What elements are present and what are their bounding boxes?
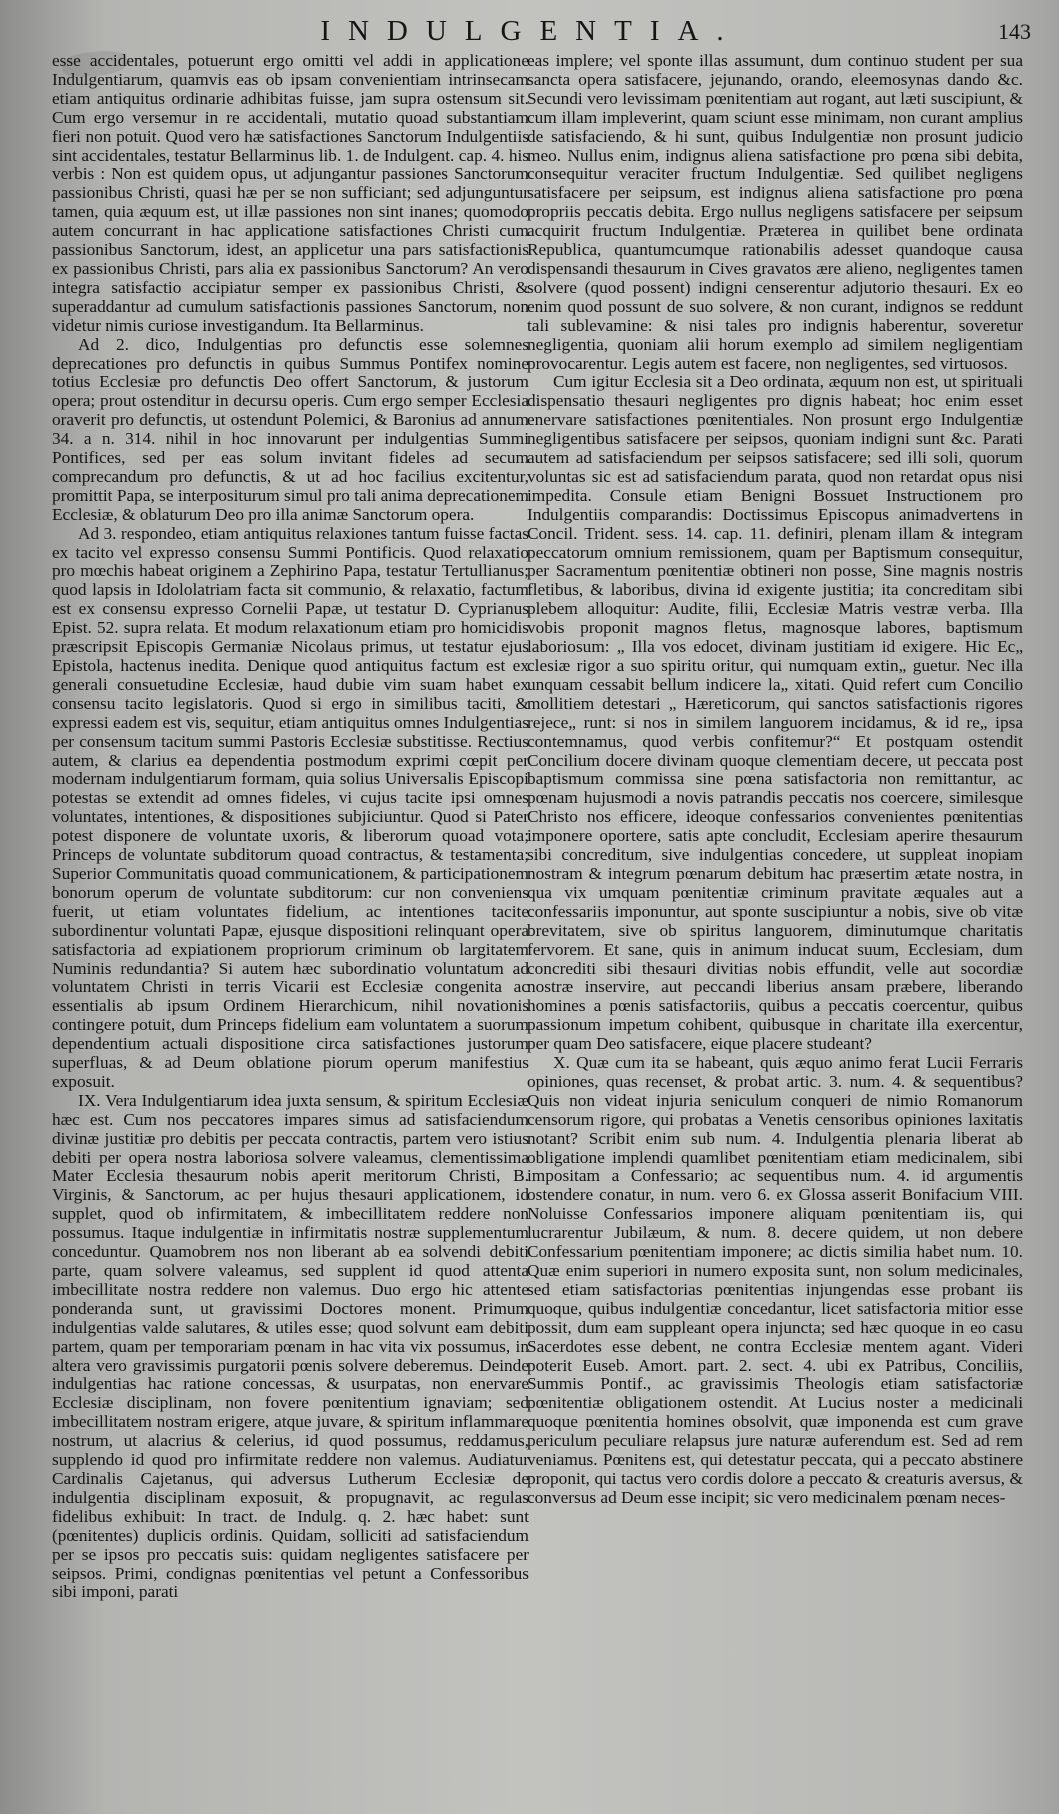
right-paragraph-2: Cum igitur Ecclesia sit a Deo ordinata, æquum non est, ut spirituali dispensatio thesauri negligentes pro dignis habeat; hoc enim esset enervare satisfactiones pœnitentiales. Non prosunt ergo Indulgentiæ negligentibus satisfacere per seipsos, quoniam indigni sunt &c. Parati autem ad satisfaciendum per seipsos satisfacere; sed illi soli, quorum voluntas sic est ad satisfaciendum parata, quod non retardat opus nisi impedita. Consule etiam Benigni Bossuet Instructionem pro Indulgentiis comparandis: Doctissimus Episcopus animadvertens in Concil. Trident. sess. 14. cap. 11. definiri, plenam illam & integram peccatorum omnium remissionem, quam per Baptismum consequitur, per Sacramentum pœnitentiæ obtineri non posse, Sine magnis nostris fletibus, & laboribus, divina id exigente justitia; ita concreditam sibi plebem alloquitur: Audite, filii, Ecclesiæ Matris vestræ verba. Illa vobis proponit magnos fletus, magnosque labores, baptismum laboriosum: „ Illa vos edocet, divinam justitiam id exigere. Hic Ec„ clesiæ rigor a suo spiritu oritur, qui numquam extin„ guetur. Nec illa unquam cessabit bellum indicere la„ xitati. Quid refert cum Concilio mollitiem detestari „ Hæreticorum, qui sanctos satisfactionis rigores rejece„ runt: si nos in similem languorem incidamus, & id re„ ipsa contemnamus, quod verbis confitemur?“ Et postquam ostendit Concilium docere divinam quoque clementiam decere, ut peccata post baptismum commissa sine pœna satisfactoria non remittantur, ac pœnam hujusmodi a novis patrandis peccatis nos coercere, similesque Christo nos efficere, ideoque confessarios convenientes pœnitentias imponere oportere, satis apte concludit, Ecclesiam aperire thesaurum sibi concreditum, sive indulgentias concedere, ut suppleat inopiam nostram & integrum pœnarum debitum hac præsertim ætate nostra, in qua vix umquam pœnitentiæ criminum pravitate æquales aut a confessariis imponuntur, aut sponte suscipiuntur a nobis, sive ob vitæ brevitatem, sive ob spiritus languorem, diminutumque charitatis fervorem. Et sane, quis in animum inducat suum, Ecclesiam, dum concrediti sibi thesauri divitias nobis effundit, velle aut socordiæ nostræ inservire, aut peccandi liberius ansam præbere, liberando homines a pœnis satisfactoriis, quibus a peccatis coercentur, quibus passionum impetum cohibent, quibusque in charitate illa exercentur, per quam Deo satisfacere, eique placere studeant? bbox=[527, 372, 1023, 1054]
right-text-column bbox=[527, 52, 1023, 1808]
left-paragraph-4: IX. Vera Indulgentiarum idea juxta sensum, & spiritum Ecclesiæ hæc est. Cum nos peccatores impares simus ad satisfaciendum divinæ justitiæ pro debitis per peccata contractis, partem vero istius debiti per opera nostra laboriosa solvere valeamus, clementissima Mater Ecclesia thesaurum nobis aperit meritorum Christi, B. Virginis, & Sanctorum, ac per hujus thesauri applicationem, id supplet, quod ob infirmitatem, & imbecillitatem reddere non possumus. Itaque indulgentiæ in infirmitatis nostræ supplementum conceduntur. Quamobrem nos non liberant ab ea solvendi debiti parte, quam solvere valeamus, sed supplent id quod attenta imbecillitate nostra reddere non valemus. Duo ergo hic attente ponderanda sunt, ut gravissimi Doctores monent. Primum indulgentias valde salutares, & utiles esse; quod solvunt eam debiti partem, quam per temporariam pœnam in hac vita vix possumus, in altera vero gravissimis purgatorii pœnis solvere deberemus. Deinde indulgentias hac ratione concessas, & usurpatas, non enervare Ecclesiæ disciplinam, non fovere pœnitentium ignaviam; sed imbecillitatem nostram erigere, atque juvare, & spiritum inflammare nostrum, ut alacrius & celerius, id quod possumus, reddamus, supplendo id quod pro infirmitate reddere non valemus. Audiatur Cardinalis Cajetanus, qui adversus Lutherum Ecclesiæ de indulgentia disciplinam exposuit, & propugnavit, ac regulas fidelibus exhibuit: In tract. de Indulg. q. 2. hæc habet: sunt (pœnitentes) duplicis ordinis. Quidam, solliciti ad satisfaciendum per se ipsos pro peccatis suis: quidam negligentes satisfacere per seipsos. Primi, condignas pœnitentias vel petunt a Confessoribus sibi imponi, parati bbox=[52, 1090, 529, 1602]
left-paragraph-3: Ad 3. respondeo, etiam antiquitus relaxiones tantum fuisse factas ex tacito vel expresso consensu Summi Pontificis. Quod relaxatio pro mœchis habeat originem a Zephirino Papa, testatur Tertullianus; quod lapsis in Idololatriam facta sit communio, & relaxatio, factum est ex consensu expresso Cornelii Papæ, ut testatur D. Cyprianus Epist. 52. supra relata. Et modum relaxationum etiam pro homicidis præscripsit Episcopis Germaniæ Nicolaus primus, ut testatur ejus Epistola, hactenus inedita. Denique quod antiquitus factum est ex generali consuetudine Ecclesiæ, haud dubie vim suam habet ex consensu tacito legislatoris. Quod si ergo in similibus taciti, & expressi eadem est vis, sequitur, etiam antiquitus omnes Indulgentias per consensum tacitum summi Pastoris Ecclesiæ substitisse. Rectius autem, & clarius ea dependentia postmodum exprimi cœpit per modernam indulgentiarum formam, quia solius Universalis Episcopi potestas se extendit ad omnes fideles, vi cujus tacite ipsi omnes voluntates, intentiones, & dispositiones subjiciuntur. Quod si Pater potest disponere de voluntate uxoris, & liberorum quoad vota; Princeps de voluntate subditorum quoad contractus, & testamenta; Superior Communitatis quoad communicationem, & participationem bonorum operum de voluntate subditorum: cur non conveniens fuerit, ut etiam voluntates fidelium, ac intentiones tacite subordinentur voluntati Papæ, ejusque dispositioni relinquant opera satisfactoria ad expiationem propriorum criminum ob largitatem Numinis redundantia? Si autem hæc subordinatio voluntatum ad voluntatem Christi in terris Vicarii est Ecclesiæ congenita ac essentialis ab ipsum Ordinem Hierarchicum, nihil novationis contingere potuit, dum Princeps fidelium eam voluntatem a suorum dependentium actuali dispositione circa satisfactiones justorum superfluas, & ad Deum oblatione piorum operum manifestius exposuit. bbox=[52, 523, 529, 1091]
left-text-column bbox=[52, 52, 529, 1808]
page-number: 143 bbox=[998, 19, 1031, 44]
running-header bbox=[0, 14, 1059, 50]
right-paragraph-1: eas implere; vel sponte illas assumunt, dum continuo student per sua sancta opera satisfacere, jejunando, orando, eleemosynas dando &c. Secundi vero levissimam pœnitentiam aut rogant, aut læti suscipiunt, & cum illam impleverint, quam sciunt esse minimam, non curant amplius de satisfaciendo, & hi sunt, quibus Indulgentiæ non prosunt judicio meo. Nullus enim, indignus aliena satisfactione pro pœna sibi debita, consequitur veraciter fructum Indulgentiæ. Sed quilibet negligens satisfacere per seipsum, est indignus aliena satisfactione pro pœna propriis peccatis debita. Ergo nullus negligens satisfacere per seipsum acquirit fructum Indulgentiæ. Præterea in quilibet bene ordinata Republica, quantumcumque rationabilis adesset quandoque causa dispensandi thesaurum in Cives gravatos ære alieno, negligentes tamen solvere (quod possent) indigni censerentur adjutorio thesauri. Ex eo enim quod possunt de suo solvere, & non curant, indignos se reddunt tali sublevamine: & nisi tales pro indignis haberentur, soveretur negligentia, quoniam alii horum exemplo ad similem negligentiam provocarentur. Legis autem est facere, non negligentes, sed virtuosos. bbox=[527, 52, 1023, 373]
right-paragraph-3: X. Quæ cum ita se habeant, quis æquo animo ferat Lucii Ferraris opiniones, quas recenset, & probat artic. 3. num. 4. & sequentibus? Quis non videat injuria seniculum conqueri de nimio Romanorum censorum rigore, qui probatas a Venetis censoribus opiniones laxitatis notant? Scribit enim sub num. 4. Indulgentia plenaria liberat ab obligatione implendi quamlibet pœnitentiam etiam medicinalem, sibi impositam a Confessario; ac sequentibus num. 4. id argumentis ostendere conatur, in num. vero 6. ex Glossa asserit Bonifacium VIII. Noluisse Confessarios imponere aliquam pœnitentiam iis, qui lucrarentur Jubilæum, & num. 8. decere quidem, ut non debere Confessarium pœnitentiam imponere; ac dictis similia habet num. 10. Quæ enim superiori in numero exposita sunt, non solum medicinales, sed etiam satisfactorias pœnitentias injungendas esse probant iis quoque, quibus indulgentiæ concedantur, licet satisfactoria mitior esse possit, dum eam suppleant opera injuncta; sed hæc quoque in eo casu Sacerdotes esse debent, ne contra Ecclesiæ mentem agant. Videri poterit Euseb. Amort. part. 2. sect. 4. ubi ex Patribus, Conciliis, Summis Pontif., ac gravissimis Theologis etiam satisfactoriæ pœnitentiæ obligationem ostendit. At Lucius noster a medicinali quoque pœnitentia homines obsolvit, quæ imponenda est cum grave periculum peculiare relapsus jure naturæ auferendum est. Sed ad rem veniamus. Pœnitens est, qui detestatur peccata, qui a peccato abstinere proponit, qui tactus vero cordis dolore a peccato & creaturis aversus, & conversus ad Deum esse incipit; sic vero medicinalem pœnam neces- bbox=[527, 1053, 1023, 1507]
page-title: INDULGENTIA. bbox=[320, 15, 742, 47]
left-paragraph-1: esse accidentales, potuerunt ergo omitti vel addi in applicatione Indulgentiarum, quamvis eas ob ipsam convenientiam intrinsecam etiam antiquitus ordinarie adhibitas fuisse, jam supra ostensum sit. Cum ergo versemur in re accidentali, mutatio quoad substantiam fieri non potuit. Quod vero hæ satisfactiones Sanctorum Indulgentiis sint accidentales, testatur Bellarminus lib. 1. de Indulgent. cap. 4. his verbis : Non est quidem opus, ut adjungantur passiones Sanctorum passionibus Christi, quasi hæ per se non sufficiant; sed adjunguntur tamen, quia æquum est, ut illæ passiones non sint inanes; quomodo autem concurrant in hac applicatione satisfactiones Christi cum passionibus Sanctorum, idest, an applicetur una pars satisfactionis ex passionibus Christi, pars alia ex passionibus Sanctorum? An vero integra satisfactio accipiatur semper ex passionibus Christi, & superaddantur ad cumulum satisfactionis passiones Sanctorum, non videtur nimis curiose investigandum. Ita Bellarminus. bbox=[52, 52, 529, 335]
left-paragraph-2: Ad 2. dico, Indulgentias pro defunctis esse solemnes deprecationes pro defunctis in quibus Summus Pontifex nomine totius Ecclesiæ pro defunctis Deo offert Sanctorum, & justorum opera; prout ostenditur in decursu operis. Cum ergo semper Ecclesia oraverit pro defunctis, ut ostendunt Polemici, & Baronius ad annum 34. a n. 314. nihil in hoc innovarunt per indulgentias Summi Pontifices, sed per eas solum invitant fideles ad secum comprecandum pro defunctis, & ut ad hoc facilius excitentur, promittit Papa, se interpositurum simul pro tali anima deprecationem Ecclesiæ, & oblaturum Deo pro illa animæ Sanctorum opera. bbox=[52, 334, 529, 524]
